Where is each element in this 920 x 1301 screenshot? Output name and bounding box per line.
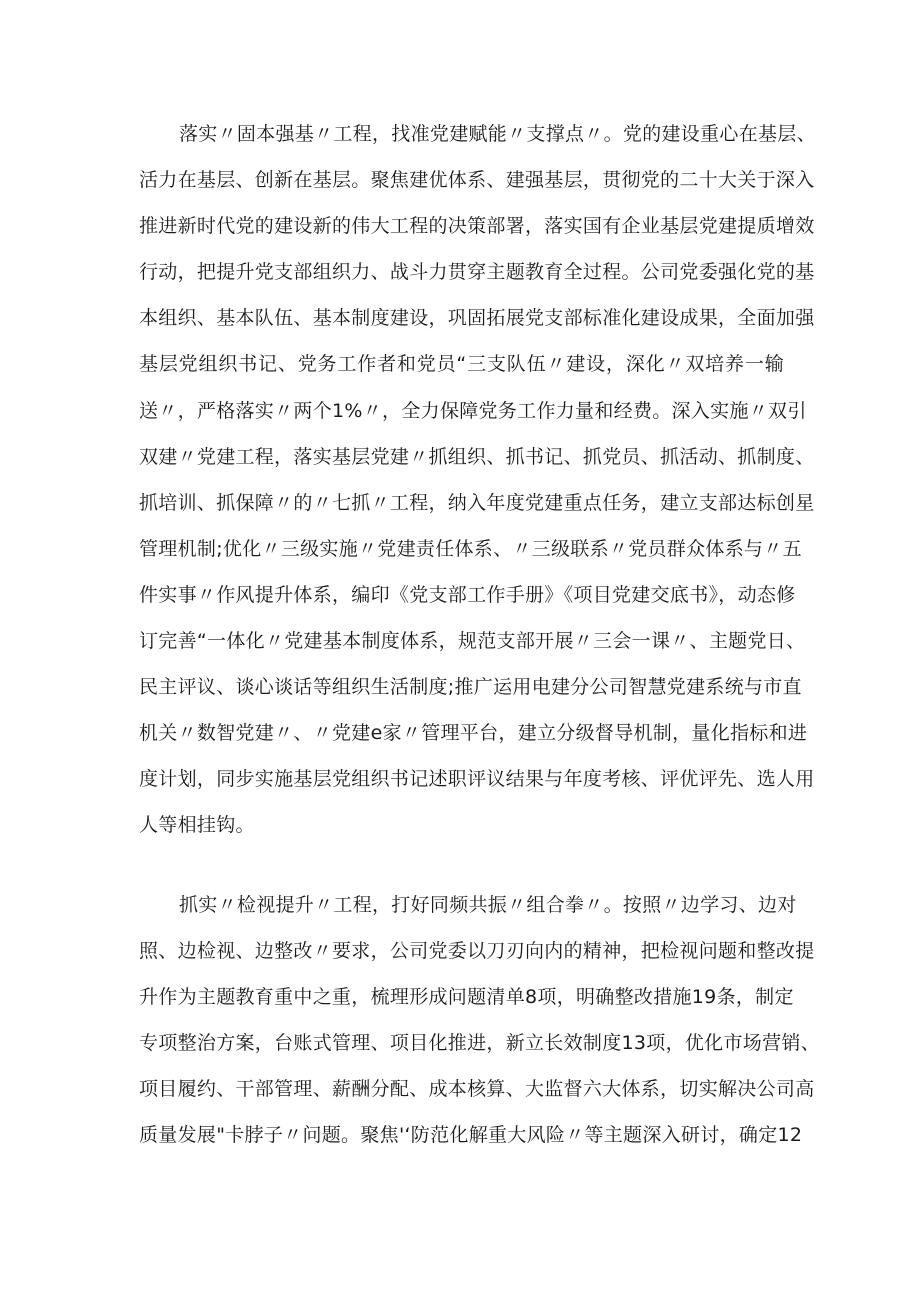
text-line: 管理机制;优化〃三级实施〃党建责任体系、〃三级联系〃党员群众体系与〃五	[139, 537, 802, 560]
text-line: 双建〃党建工程，落实基层党建〃抓组织、抓书记、抓党员、抓活动、抓制度、	[139, 445, 815, 468]
text-line: 质量发展"卡脖子〃问题。聚焦'‘防范化解重大风险〃等主题深入研讨，确定12	[139, 1124, 803, 1147]
text-line: 机关〃数智党建〃、〃党建e家〃管理平台，建立分级督导机制，量化指标和进	[139, 722, 808, 745]
text-line: 落实〃固本强基〃工程，找准党建赋能〃支撑点〃。党的建设重心在基层、	[179, 123, 816, 145]
text-line: 基层党组织书记、党务工作者和党员“三支队伍〃建设，深化〃双培养一输	[139, 353, 784, 376]
text-line: 专项整治方案，台账式管理、项目化推进，新立长效制度13项，优化市场营销、	[139, 1032, 820, 1055]
text-line: 民主评议、谈心谈话等组织生活制度;推广运用电建分公司智慧党建系统与市直	[139, 676, 802, 699]
text-line: 活力在基层、创新在基层。聚焦建优体系、建强基层，贯彻党的二十大关于深入	[139, 169, 815, 192]
text-line: 升作为主题教育重中之重，梳理形成问题清单8项，明确整改措施19条，制定	[139, 986, 794, 1009]
text-line: 送〃，严格落实〃两个1%〃，全力保障党务工作力量和经费。深入实施〃双引	[139, 399, 807, 422]
text-line: 度计划，同步实施基层党组织书记述职评议结果与年度考核、评优评先、选人用	[139, 768, 815, 791]
text-line: 推进新时代党的建设新的伟大工程的决策部署，落实国有企业基层党建提质增效	[139, 215, 815, 238]
text-line: 人等相挂钩。	[139, 814, 255, 837]
text-line: 抓培训、抓保障〃的〃七抓〃工程，纳入年度党建重点任务，建立支部达标创星	[139, 491, 815, 514]
text-line: 项目履约、干部管理、薪酬分配、成本核算、大监督六大体系，切实解决公司高	[139, 1078, 815, 1101]
text-line: 件实事〃作风提升体系，编印《党支部工作手册》《项目党建交底书》，动态修	[139, 583, 796, 606]
text-line: 抓实〃检视提升〃工程，打好同频共振〃组合拳〃。按照〃边学习、边对	[179, 894, 797, 916]
paragraph-2	[139, 888, 820, 1165]
text-line: 照、边检视、边整改〃要求，公司党委以刀刃向内的精神，把检视问题和整改提	[139, 940, 815, 963]
text-line: 行动，把提升党支部组织力、战斗力贯穿主题教育全过程。公司党委强化党的基	[139, 261, 815, 284]
paragraph-1	[139, 117, 816, 855]
text-line: 订完善“一体化〃党建基本制度体系，规范支部开展〃三会一课〃、主题党日、	[139, 630, 806, 653]
text-line: 本组织、基本队伍、基本制度建设，巩固拓展党支部标准化建设成果，全面加强	[139, 307, 815, 330]
